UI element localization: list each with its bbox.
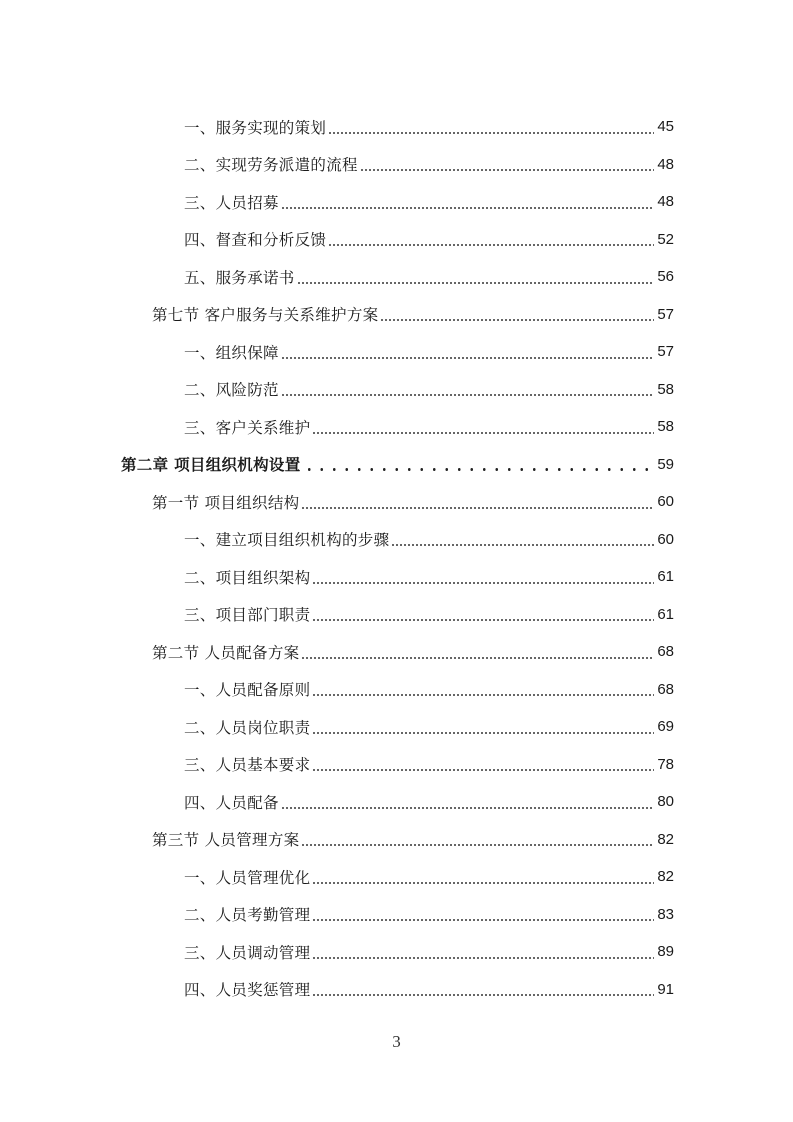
- toc-entry-page-number: 58: [657, 380, 674, 398]
- toc-entry-title: 二、项目组织架构: [184, 568, 311, 587]
- toc-dot-leader: [301, 644, 654, 662]
- toc-entry-page-number: 68: [657, 680, 674, 698]
- toc-dot-leader: [303, 456, 655, 474]
- toc-subsection-entry[interactable]: [0, 371, 793, 409]
- toc-dot-leader: [297, 269, 654, 287]
- toc-entry-page-number: 82: [657, 830, 674, 848]
- toc-entry-page-number: 82: [657, 868, 674, 886]
- toc-entry-page-number: 48: [657, 193, 674, 211]
- toc-entry-title: 五、服务承诺书: [184, 268, 295, 287]
- toc-dot-leader: [328, 231, 654, 249]
- toc-entry-page-number: 61: [657, 605, 674, 623]
- toc-dot-leader: [312, 869, 654, 887]
- toc-subsection-entry[interactable]: [0, 971, 793, 1009]
- toc-entry-page-number: 45: [657, 118, 674, 136]
- toc-dot-leader: [301, 831, 654, 849]
- toc-entry-title: 一、建立项目组织机构的步骤: [184, 531, 390, 550]
- toc-entry-page-number: 59: [657, 455, 674, 473]
- toc-entry-title: 第一节 项目组织结构: [152, 493, 300, 512]
- toc-section-entry[interactable]: [0, 633, 793, 671]
- toc-entry-title: 四、人员奖惩管理: [184, 981, 311, 1000]
- toc-entry-title: 第二节 人员配备方案: [152, 643, 300, 662]
- toc-entry-page-number: 69: [657, 718, 674, 736]
- toc-entry-page-number: 91: [657, 980, 674, 998]
- table-of-contents: [0, 108, 793, 1008]
- toc-chapter-entry[interactable]: [0, 446, 793, 484]
- toc-dot-leader: [281, 381, 654, 399]
- toc-entry-title: 第三节 人员管理方案: [152, 831, 300, 850]
- toc-dot-leader: [312, 681, 654, 699]
- toc-subsection-entry[interactable]: [0, 258, 793, 296]
- toc-dot-leader: [312, 719, 654, 737]
- toc-entry-page-number: 56: [657, 268, 674, 286]
- toc-entry-page-number: 60: [657, 530, 674, 548]
- toc-entry-title: 四、督查和分析反馈: [184, 231, 327, 250]
- toc-subsection-entry[interactable]: [0, 521, 793, 559]
- toc-entry-page-number: 61: [657, 568, 674, 586]
- toc-dot-leader: [312, 419, 654, 437]
- toc-subsection-entry[interactable]: [0, 896, 793, 934]
- toc-subsection-entry[interactable]: [0, 333, 793, 371]
- toc-section-entry[interactable]: [0, 483, 793, 521]
- toc-entry-title: 一、组织保障: [184, 343, 279, 362]
- toc-dot-leader: [312, 606, 654, 624]
- toc-subsection-entry[interactable]: [0, 108, 793, 146]
- toc-entry-page-number: 60: [657, 493, 674, 511]
- toc-section-entry[interactable]: [0, 821, 793, 859]
- toc-entry-page-number: 58: [657, 418, 674, 436]
- toc-dot-leader: [312, 756, 654, 774]
- toc-subsection-entry[interactable]: [0, 708, 793, 746]
- toc-entry-title: 一、人员管理优化: [184, 868, 311, 887]
- toc-dot-leader: [301, 494, 654, 512]
- toc-entry-page-number: 57: [657, 305, 674, 323]
- toc-subsection-entry[interactable]: [0, 783, 793, 821]
- toc-entry-page-number: 80: [657, 793, 674, 811]
- toc-section-entry[interactable]: [0, 296, 793, 334]
- toc-entry-title: 三、人员基本要求: [184, 756, 311, 775]
- toc-entry-title: 第七节 客户服务与关系维护方案: [152, 306, 379, 325]
- toc-dot-leader: [281, 194, 654, 212]
- toc-dot-leader: [312, 906, 654, 924]
- toc-subsection-entry[interactable]: [0, 746, 793, 784]
- toc-subsection-entry[interactable]: [0, 596, 793, 634]
- toc-entry-title: 一、人员配备原则: [184, 681, 311, 700]
- page-number: 3: [392, 1032, 401, 1051]
- toc-dot-leader: [360, 156, 654, 174]
- toc-entry-page-number: 83: [657, 905, 674, 923]
- toc-dot-leader: [281, 794, 654, 812]
- toc-dot-leader: [380, 306, 654, 324]
- toc-entry-page-number: 89: [657, 943, 674, 961]
- toc-subsection-entry[interactable]: [0, 671, 793, 709]
- toc-dot-leader: [312, 569, 654, 587]
- toc-entry-title: 二、人员考勤管理: [184, 906, 311, 925]
- toc-dot-leader: [281, 344, 654, 362]
- toc-entry-page-number: 57: [657, 343, 674, 361]
- toc-dot-leader: [391, 531, 654, 549]
- toc-entry-page-number: 48: [657, 155, 674, 173]
- toc-dot-leader: [312, 944, 654, 962]
- toc-entry-title: 二、人员岗位职责: [184, 718, 311, 737]
- toc-entry-title: 二、风险防范: [184, 381, 279, 400]
- toc-entry-title: 一、服务实现的策划: [184, 118, 327, 137]
- toc-subsection-entry[interactable]: [0, 933, 793, 971]
- toc-subsection-entry[interactable]: [0, 221, 793, 259]
- toc-entry-title: 三、项目部门职责: [184, 606, 311, 625]
- toc-entry-page-number: 52: [657, 230, 674, 248]
- toc-entry-title: 三、客户关系维护: [184, 418, 311, 437]
- toc-entry-title: 三、人员调动管理: [184, 943, 311, 962]
- toc-entry-page-number: 78: [657, 755, 674, 773]
- toc-dot-leader: [328, 119, 654, 137]
- toc-entry-title: 三、人员招募: [184, 193, 279, 212]
- toc-subsection-entry[interactable]: [0, 558, 793, 596]
- toc-entry-title: 二、实现劳务派遣的流程: [184, 156, 358, 175]
- toc-entry-page-number: 68: [657, 643, 674, 661]
- toc-entry-title: 四、人员配备: [184, 793, 279, 812]
- toc-subsection-entry[interactable]: [0, 183, 793, 221]
- toc-subsection-entry[interactable]: [0, 858, 793, 896]
- toc-subsection-entry[interactable]: [0, 408, 793, 446]
- toc-dot-leader: [312, 981, 654, 999]
- toc-entry-title: 第二章 项目组织机构设置: [121, 456, 301, 475]
- toc-subsection-entry[interactable]: [0, 146, 793, 184]
